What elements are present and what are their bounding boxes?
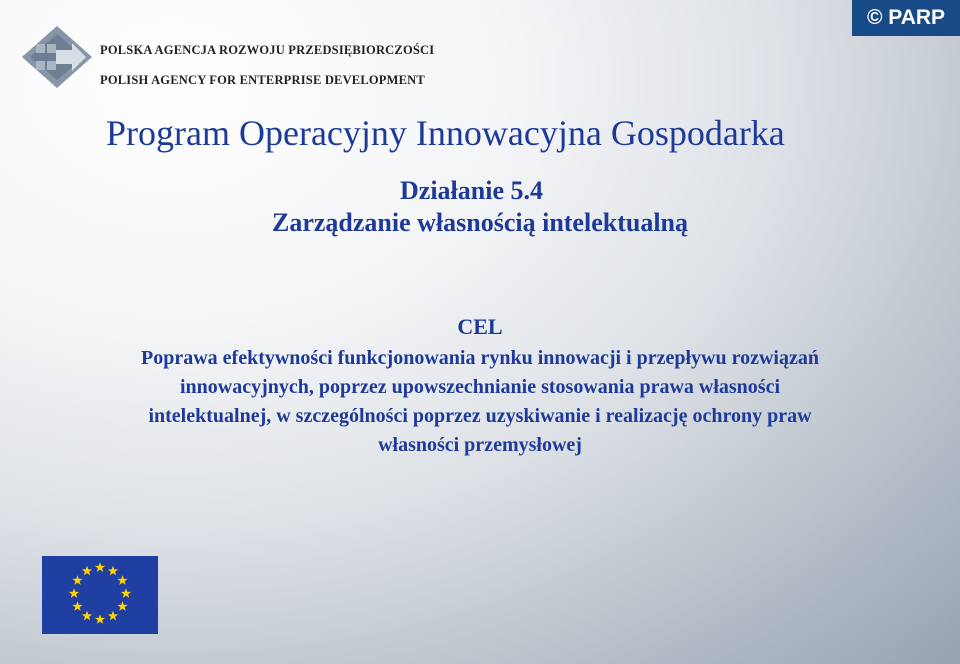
action-label: Działanie 5.4 bbox=[400, 176, 543, 205]
goal-line-4: własności przemysłowej bbox=[378, 434, 582, 456]
logo-name-pl: POLSKA AGENCJA ROZWOJU PRZEDSIĘBIORCZOŚCI bbox=[100, 43, 435, 57]
action-name: Zarządzanie własnością intelektualną bbox=[271, 208, 688, 237]
goal-line-3: intelektualnej, w szczególności poprzez uzyskiwanie i realizację ochrony praw bbox=[148, 405, 812, 427]
eu-flag-icon bbox=[42, 556, 158, 634]
parp-logo bbox=[22, 26, 435, 88]
goal-description bbox=[60, 344, 900, 460]
logo-text bbox=[100, 35, 434, 95]
cel-heading: CEL bbox=[457, 314, 503, 339]
copyright-badge: © PARP bbox=[852, 0, 960, 36]
goal-line-1: Poprawa efektywności funkcjonowania rynku innowacji i przepływu rozwiązań bbox=[141, 347, 819, 369]
logo-name-en: POLISH AGENCY FOR ENTERPRISE DEVELOPMENT bbox=[100, 73, 425, 87]
program-title: Program Operacyjny Innowacyjna Gospodarka bbox=[106, 113, 785, 153]
parp-logo-icon bbox=[22, 26, 92, 88]
goal-line-2: innowacyjnych, poprzez upowszechnianie stosowania prawa własności bbox=[179, 376, 781, 398]
